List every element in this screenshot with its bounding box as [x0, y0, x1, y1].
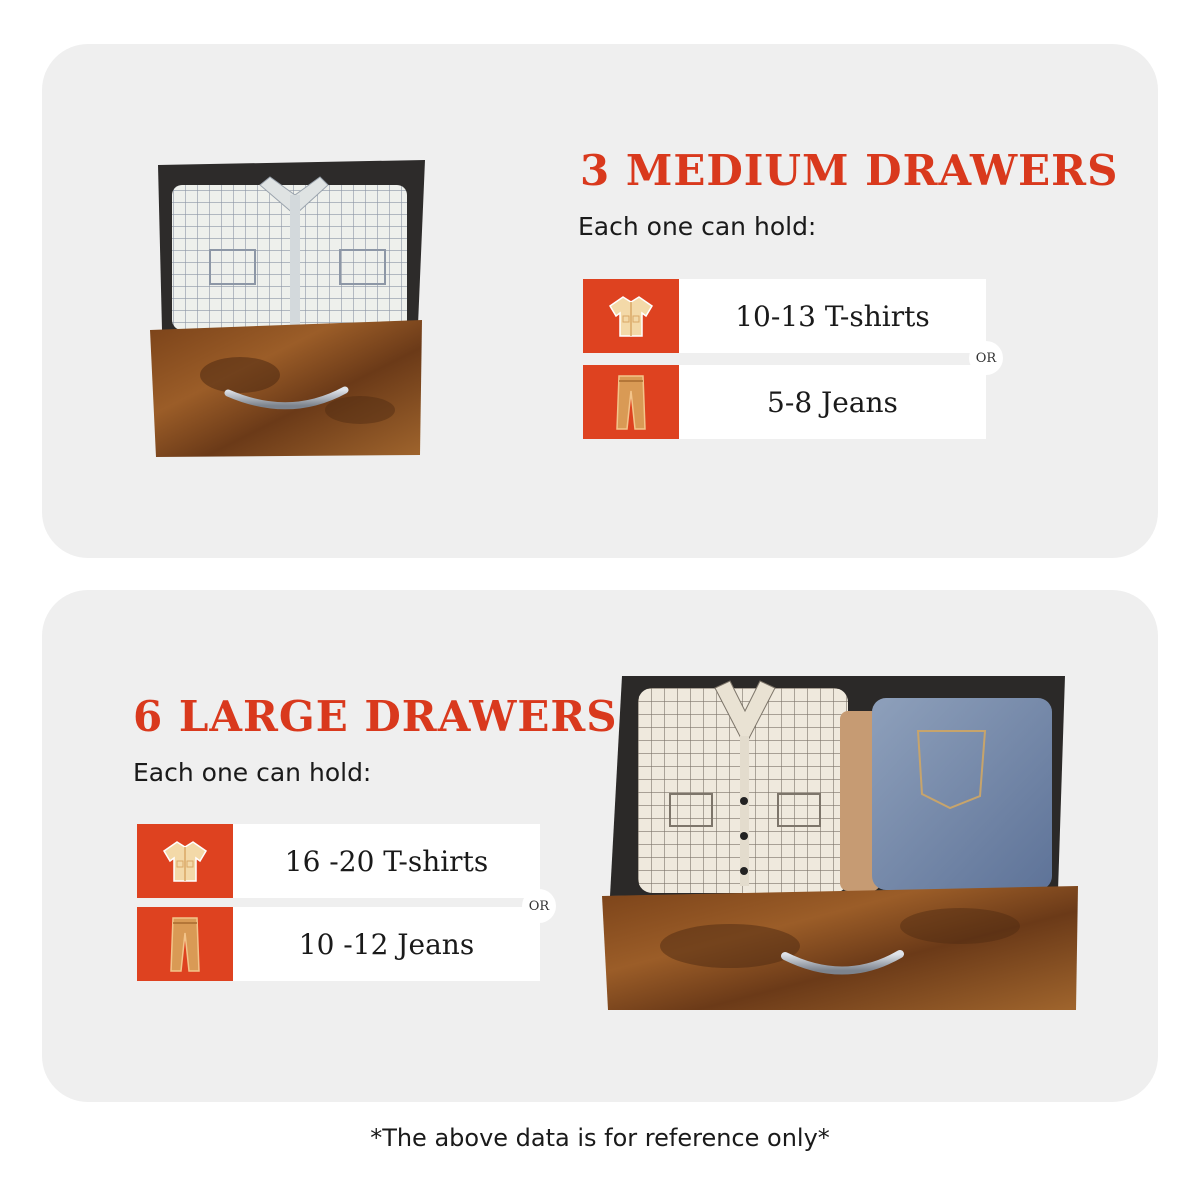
medium-or-badge: OR: [969, 341, 1003, 375]
tshirt-icon: [137, 824, 233, 898]
large-jeans-capacity: 10 -12 Jeans: [298, 927, 475, 961]
large-tshirt-capacity: 16 -20 T-shirts: [284, 844, 489, 878]
jeans-icon: [137, 907, 233, 981]
large-tshirt-row: [137, 824, 540, 898]
medium-drawers-subtitle: Each one can hold:: [578, 212, 817, 241]
medium-tshirt-row: [583, 279, 986, 353]
medium-jeans-capacity: 5-8 Jeans: [767, 385, 898, 419]
medium-jeans-row: [583, 365, 986, 439]
medium-drawers-title: 3 MEDIUM DRAWERS: [580, 146, 1119, 195]
jeans-icon: [583, 365, 679, 439]
large-drawer-image: [600, 676, 1080, 1012]
medium-tshirt-capacity: 10-13 T-shirts: [735, 299, 930, 333]
large-jeans-row: [137, 907, 540, 981]
tshirt-icon: [583, 279, 679, 353]
folded-jeans: [872, 698, 1052, 890]
large-drawers-title: 6 LARGE DRAWERS: [133, 692, 618, 741]
reference-footnote: *The above data is for reference only*: [370, 1124, 830, 1152]
medium-drawer-image: [150, 155, 440, 460]
large-or-badge: OR: [522, 889, 556, 923]
large-drawers-subtitle: Each one can hold:: [133, 758, 372, 787]
